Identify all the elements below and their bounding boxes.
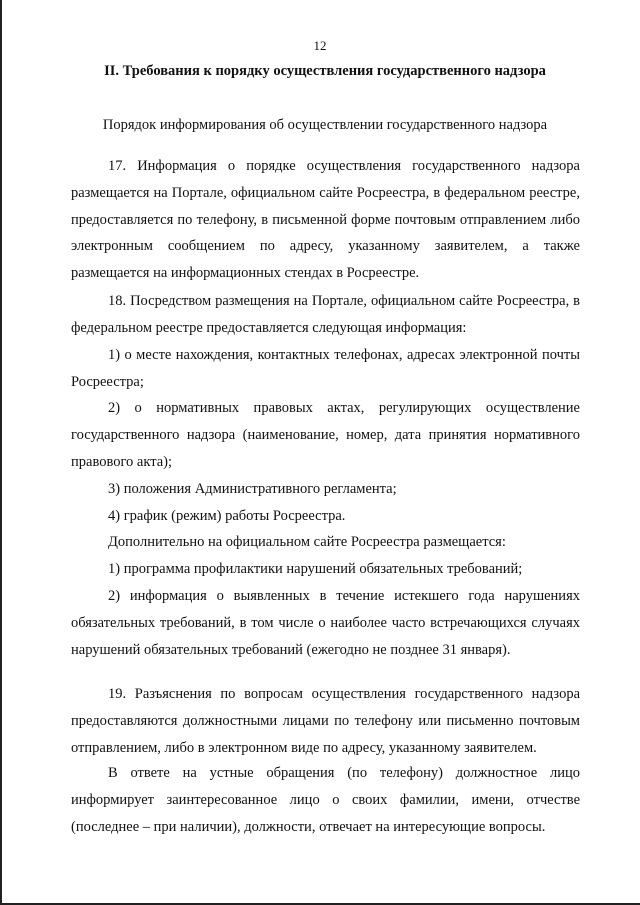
paragraph-17: 17. Информация о порядке осуществления государственного надзора размещается на Портале, официальном сайте Росреестра, в федеральном реестре, предоставляется по телефону, в письменной форме почтовым отправлением либо электронным сообщением по адресу, указанному заявителем, а также размещается на информационных стендах в Росреестре. — [71, 158, 580, 282]
page-number: 12 — [313, 38, 327, 53]
paragraph-18: 18. Посредством размещения на Портале, официальном сайте Росреестра, в федеральном реестре предоставляется следующая информация: — [71, 293, 580, 336]
list-item-violations-info: 2) информация о выявленных в течение истекшего года нарушениях обязательных требований, в том числе о наиболее часто встречающихся случаях нарушений обязательных требований (ежегодно не позднее 31 января). — [71, 588, 580, 658]
list-item-schedule: 4) график (режим) работы Росреестра. — [108, 508, 346, 524]
subsection-title: Порядок информирования об осуществлении государственного надзора — [102, 117, 548, 133]
list-item-normative-acts: 2) о нормативных правовых актах, регулирующих осуществление государственного надзора (наименование, номер, дата принятия нормативного правового акта); — [71, 400, 580, 470]
section-title: II. Требования к порядку осуществления государственного надзора — [104, 63, 546, 79]
list-item-prevention-program: 1) программа профилактики нарушений обязательных требований; — [108, 561, 523, 577]
list-item-regulation: 3) положения Административного регламента; — [108, 481, 397, 497]
list-item-contacts: 1) о месте нахождения, контактных телефонах, адресах электронной почты Росреестра; — [71, 347, 580, 390]
paragraph-oral-requests: В ответе на устные обращения (по телефону) должностное лицо информирует заинтересованное лицо о своих фамилии, имени, отчестве (последнее – при наличии), должности, отвечает на интересующие вопросы. — [71, 765, 580, 835]
paragraph-19: 19. Разъяснения по вопросам осуществления государственного надзора предоставляются должностными лицами по телефону или письменно почтовым отправлением, либо в электронном виде по адресу, указанному заявителем. — [71, 686, 580, 756]
paragraph-additional: Дополнительно на официальном сайте Росреестра размещается: — [108, 534, 506, 550]
scan-border-left — [0, 0, 2, 905]
